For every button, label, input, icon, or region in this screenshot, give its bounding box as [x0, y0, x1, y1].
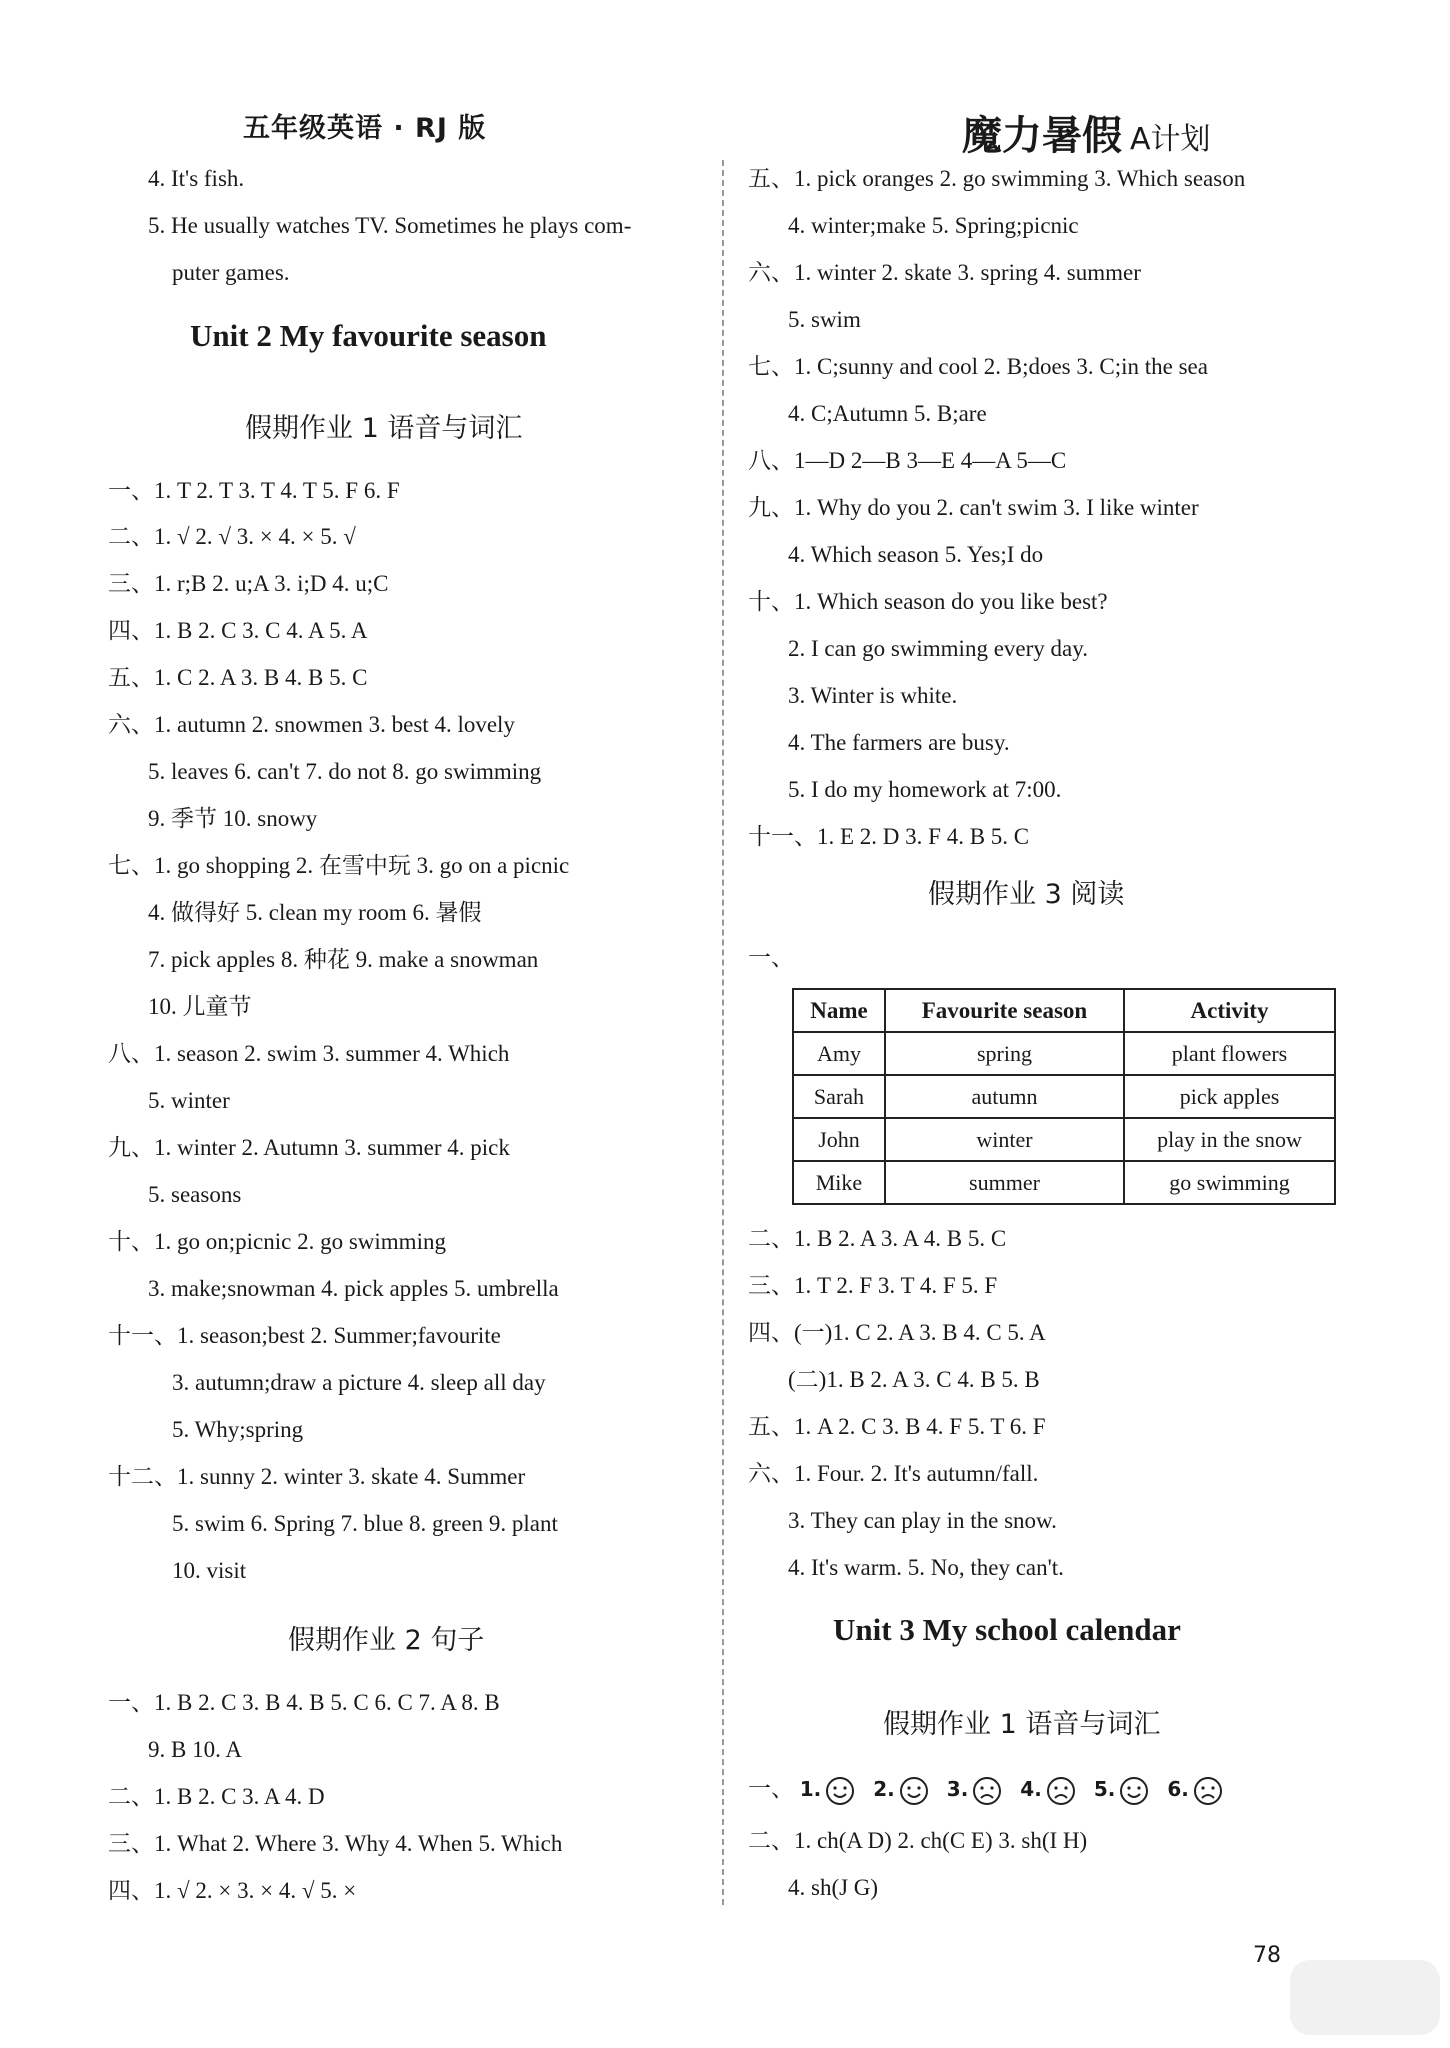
answer-line: 三、1. T 2. F 3. T 4. F 5. F	[748, 1273, 998, 1298]
answer-line: 5. I do my homework at 7:00.	[788, 777, 1062, 802]
answer-line: 5. He usually watches TV. Sometimes he plays com-	[148, 213, 632, 238]
answer-line: 5. Why;spring	[172, 1417, 304, 1442]
table-cell: go swimming	[1124, 1161, 1335, 1204]
answer-line: 4. sh(J G)	[788, 1875, 879, 1900]
table-body	[793, 1032, 1335, 1204]
answer-line: 十、1. Which season do you like best?	[748, 589, 1108, 614]
face-number: 4.	[1020, 1777, 1042, 1801]
face-number: 2.	[873, 1777, 895, 1801]
answer-line: 四、1. B 2. C 3. C 4. A 5. A	[108, 618, 368, 643]
answer-line: puter games.	[172, 260, 290, 285]
answer-line: 二、1. √ 2. √ 3. × 4. × 5. √	[108, 524, 356, 549]
smiley-face-icon	[825, 1776, 855, 1806]
table-cell: summer	[885, 1161, 1124, 1204]
answer-line: 4. It's fish.	[148, 166, 245, 191]
answer-line: 十一、1. E 2. D 3. F 4. B 5. C	[748, 824, 1030, 849]
answer-line: 五、1. C 2. A 3. B 4. B 5. C	[108, 665, 368, 690]
unit-3-title: Unit 3 My school calendar	[833, 1612, 1181, 1647]
answer-table	[792, 988, 1336, 1205]
answer-line: 10. 儿童节	[148, 994, 252, 1019]
section-title: 假期作业 1 语音与词汇	[883, 1709, 1161, 1740]
answer-line: 5. leaves 6. can't 7. do not 8. go swimming	[148, 759, 542, 784]
face-number: 5.	[1093, 1777, 1116, 1801]
answer-line: 4. 做得好 5. clean my room 6. 暑假	[148, 900, 482, 925]
table-header-cell: Favourite season	[885, 989, 1124, 1032]
answer-line: 4. The farmers are busy.	[788, 730, 1010, 755]
question-label: 一、	[748, 945, 794, 970]
answer-line: 5. swim 6. Spring 7. blue 8. green 9. plant	[172, 1511, 558, 1536]
smiley-face-icon	[1119, 1776, 1149, 1806]
answer-line: 四、1. √ 2. × 3. × 4. √ 5. ×	[108, 1878, 357, 1903]
answer-line: 十、1. go on;picnic 2. go swimming	[108, 1229, 446, 1254]
smiley-face-icon	[899, 1776, 929, 1806]
section-title: 假期作业 1 语音与词汇	[245, 413, 523, 444]
answer-line: 4. Which season 5. Yes;I do	[788, 542, 1044, 567]
faces-row	[748, 1774, 1223, 1806]
table-cell: Sarah	[793, 1075, 885, 1118]
table-cell: pick apples	[1124, 1075, 1335, 1118]
answer-line: 3. They can play in the snow.	[788, 1508, 1057, 1533]
table-cell: spring	[885, 1032, 1124, 1075]
faces-list	[800, 1776, 1223, 1801]
table-header-cell: Activity	[1124, 989, 1335, 1032]
answer-line: 八、1—D 2—B 3—E 4—A 5—C	[748, 448, 1067, 473]
page-number: 78	[1253, 1943, 1281, 1968]
table-header-row	[793, 989, 1335, 1032]
question-label: 一、	[748, 1776, 794, 1801]
answer-line: 7. pick apples 8. 种花 9. make a snowman	[148, 947, 539, 972]
table-row	[793, 1118, 1335, 1161]
answer-line: 二、1. B 2. C 3. A 4. D	[108, 1784, 325, 1809]
answer-line: 九、1. Why do you 2. can't swim 3. I like winter	[748, 495, 1199, 520]
header-right	[962, 104, 1211, 161]
answer-line: 三、1. r;B 2. u;A 3. i;D 4. u;C	[108, 571, 389, 596]
header-plan: A计划	[1130, 122, 1211, 157]
answer-line: 2. I can go swimming every day.	[788, 636, 1088, 661]
answer-line: 六、1. Four. 2. It's autumn/fall.	[748, 1461, 1039, 1486]
table-cell: Amy	[793, 1032, 885, 1075]
answer-line: 八、1. season 2. swim 3. summer 4. Which	[108, 1041, 510, 1066]
answer-line: 3. make;snowman 4. pick apples 5. umbrella	[148, 1276, 559, 1301]
answer-line: 三、1. What 2. Where 3. Why 4. When 5. Which	[108, 1831, 563, 1856]
unit-2-title: Unit 2 My favourite season	[190, 318, 547, 353]
answer-line: 一、1. B 2. C 3. B 4. B 5. C 6. C 7. A 8. B	[108, 1690, 500, 1715]
answer-line: 5. seasons	[148, 1182, 242, 1207]
watermark-logo	[1290, 1960, 1440, 2035]
answer-line: 七、1. C;sunny and cool 2. B;does 3. C;in the sea	[748, 354, 1208, 379]
table-cell: plant flowers	[1124, 1032, 1335, 1075]
answer-line: 9. 季节 10. snowy	[148, 806, 318, 831]
answer-line: 七、1. go shopping 2. 在雪中玩 3. go on a picnic	[108, 853, 570, 878]
answer-line: 3. autumn;draw a picture 4. sleep all day	[172, 1370, 546, 1395]
answer-line: 二、1. B 2. A 3. A 4. B 5. C	[748, 1226, 1007, 1251]
face-number: 3.	[946, 1777, 969, 1801]
answer-line: 一、1. T 2. T 3. T 4. T 5. F 6. F	[108, 478, 400, 503]
answer-line: 五、1. A 2. C 3. B 4. F 5. T 6. F	[748, 1414, 1046, 1439]
sad-face-icon	[1046, 1776, 1076, 1806]
table-row	[793, 1075, 1335, 1118]
table-cell: play in the snow	[1124, 1118, 1335, 1161]
header-left: 五年级英语 · RJ 版	[243, 113, 487, 144]
answer-line: 3. Winter is white.	[788, 683, 958, 708]
answer-line: (二)1. B 2. A 3. C 4. B 5. B	[788, 1367, 1040, 1392]
answer-line: 10. visit	[172, 1558, 247, 1583]
answer-line: 四、(一)1. C 2. A 3. B 4. C 5. A	[748, 1320, 1046, 1345]
answer-line: 4. winter;make 5. Spring;picnic	[788, 213, 1079, 238]
answer-line: 二、1. ch(A D) 2. ch(C E) 3. sh(I H)	[748, 1828, 1088, 1853]
sad-face-icon	[972, 1776, 1002, 1806]
section-title: 假期作业 2 句子	[288, 1625, 485, 1656]
answer-line: 六、1. autumn 2. snowmen 3. best 4. lovely	[108, 712, 515, 737]
answer-line: 5. swim	[788, 307, 861, 332]
answer-line: 十一、1. season;best 2. Summer;favourite	[108, 1323, 501, 1348]
answer-line: 5. winter	[148, 1088, 230, 1113]
table-cell: winter	[885, 1118, 1124, 1161]
answer-line: 五、1. pick oranges 2. go swimming 3. Which season	[748, 166, 1246, 191]
answer-line: 9. B 10. A	[148, 1737, 242, 1762]
table-cell: John	[793, 1118, 885, 1161]
face-number: 6.	[1167, 1777, 1189, 1801]
answer-line: 六、1. winter 2. skate 3. spring 4. summer	[748, 260, 1141, 285]
column-divider	[722, 160, 724, 1905]
header-title: 魔力暑假	[962, 112, 1122, 159]
table-row	[793, 1161, 1335, 1204]
table-cell: autumn	[885, 1075, 1124, 1118]
table-cell: Mike	[793, 1161, 885, 1204]
answer-line: 4. It's warm. 5. No, they can't.	[788, 1555, 1064, 1580]
sad-face-icon	[1193, 1776, 1223, 1806]
answer-line: 4. C;Autumn 5. B;are	[788, 401, 987, 426]
table-row	[793, 1032, 1335, 1075]
answer-line: 十二、1. sunny 2. winter 3. skate 4. Summer	[108, 1464, 526, 1489]
answer-line: 九、1. winter 2. Autumn 3. summer 4. pick	[108, 1135, 510, 1160]
face-number: 1.	[799, 1777, 822, 1801]
section-title: 假期作业 3 阅读	[928, 879, 1125, 910]
table-header-cell: Name	[793, 989, 885, 1032]
